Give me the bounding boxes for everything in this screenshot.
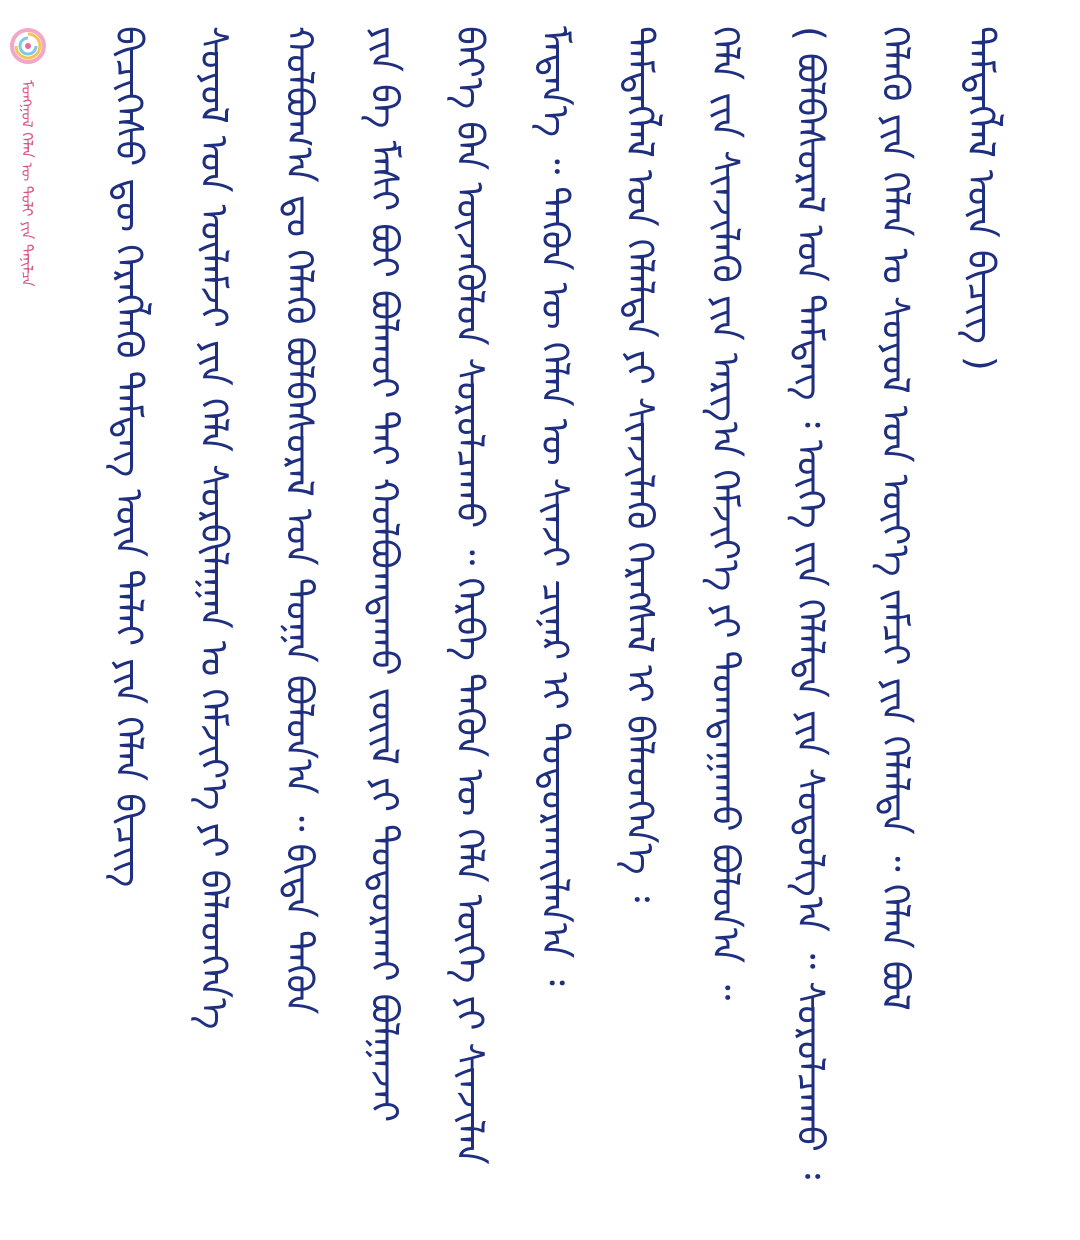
text-column: ᠰᠣᠶᠣᠯ ᠤᠨ ᠦᠯᠡᠮᠵᠢ ᠶᠢᠨ ᠬᠡᠯᠡ ᠰᠣᠷᠪᠢᠯᠠᠭᠠᠨ ᠤ ᠬᠡᠮᠵᠢᠶ᠎ᠡ ᠶᠢ ᠪᠡᠯᠡᠳᠬᠡᠨ᠎ᠡ [192, 26, 237, 1030]
text-column: ᠶᠢᠨ ᠪᠠ ᠮᠠᠰᠢ ᠪᠤᠢ ᠪᠣᠯᠬᠣᠢ ᠲᠠᠢ ᠬᠣᠯᠪᠣᠭᠳᠠᠬᠤ ᠵᠦᠢᠯ ᠶᠢ ᠲᠣᠳᠤᠷᠬᠠᠢ ᠪᠣᠯᠭᠠᠵᠠᠢ [362, 26, 407, 1123]
spiral-logo-icon [8, 26, 48, 66]
source-watermark: ᠮᠣᠩᠭᠣᠯ ᠬᠡᠯᠡᠨ ᠦ ᠲᠣᠯᠢ ᠶᠢᠨ ᠲᠠᠨᠢᠯᠴᠠ [18, 80, 36, 287]
text-column: ᠪᠢᠴᠢᠭᠡᠰᠦ ᠳᠦ ᠬᠡᠷᠡᠭᠯᠡᠬᠦ ᠲᠡᠮᠳᠡᠭ ᠦᠨ ᠳᠠᠯᠠᠢ ᠶᠢᠨ ᠬᠡᠯᠡᠨ ᠪᠢᠴᠢᠭ [107, 26, 151, 888]
text-column: ( ᠪᠣᠯᠪᠠᠰᠤᠷᠠᠯ ᠤᠨ ᠲᠡᠮᠳᠡᠭ ᠄ ᠦᠭᠡ ᠵᠢᠨ ᠬᠡᠯᠡᠯᠲᠡ ᠶᠢᠨ ᠰᠤᠳᠤᠯᠭ᠎ᠠ ᠃ ᠰᠤᠷᠤᠯᠴᠠᠬᠤ ᠄ [788, 26, 833, 1180]
spiral-logo-graphic [8, 26, 48, 66]
text-column: ᠬᠡᠯᠡᠬᠦ ᠶᠢᠨ ᠬᠡᠯᠡᠨ ᠤ ᠰᠣᠶᠣᠯ ᠤᠨ ᠦᠶ᠎ᠡ ᠵᠠᠮᠴᠢ ᠶᠢᠨ ᠬᠡᠯᠡᠯᠲᠡ ᠃ ᠬᠡᠯᠡᠨ ᠪᠣᠯ [873, 26, 918, 1011]
text-column: ᠬᠡᠯᠡ ᠵᠢᠨ ᠰᠢᠨᠵᠢᠯᠡᠬᠦ ᠶᠢᠨ ᠠᠷᠭ᠎ᠠ ᠬᠡᠮᠵᠢᠶ᠎ᠡ ᠶᠢ ᠲᠣᠭᠲᠠᠭᠠᠬᠤ ᠪᠣᠯᠤᠨ᠎ᠠ ᠃ [703, 26, 748, 1001]
text-body [107, 26, 1003, 1226]
text-column: ᠲᠡᠮᠳᠡᠭᠯᠡᠯ ᠦᠨ ᠪᠢᠴᠢᠭ ) [958, 26, 1003, 371]
text-column: ᠪᠡᠶ᠎ᠡ ᠪᠡᠨ ᠦᠵᠡᠭᠦᠯᠦᠨ ᠰᠤᠷᠤᠯᠴᠠᠬᠤ ᠃ ᠬᠡᠷᠪᠡ ᠲᠡᠭᠦᠨ ᠦ ᠬᠡᠯᠡ ᠦᠭᠡ ᠶᠢ ᠰᠢᠨᠵᠢᠯᠡᠨ [447, 26, 492, 1165]
text-column: ᠬᠣᠯᠪᠣᠭ᠎ᠠ ᠳᠤ ᠬᠡᠯᠡᠬᠦ ᠪᠣᠯᠪᠠᠰᠤᠷᠠᠯ ᠤᠨ ᠲᠣᠭᠠ ᠪᠣᠯᠤᠨ᠎ᠠ ᠃ ᠪᠢᠳᠡ ᠲᠡᠭᠦᠨ [277, 26, 322, 1015]
text-column: ᠮᠡᠳᠡᠨ᠎ᠡ ᠃ ᠲᠡᠭᠦᠨ ᠦ ᠬᠡᠯᠡᠨ ᠦ ᠰᠢᠨᠵᠢ ᠴᠢᠨᠠᠷ ᠢ ᠲᠣᠳᠤᠷᠬᠠᠢᠯᠠᠨ᠎ᠠ ᠄ [532, 26, 577, 986]
text-column: ᠲᠡᠮᠳᠡᠭᠯᠡᠯ ᠤᠨ ᠬᠡᠯᠡᠯᠲᠡ ᠶᠢ ᠰᠢᠨᠵᠢᠯᠡᠬᠦ ᠬᠡᠷᠡᠭᠰᠡᠯ ᠢ ᠪᠡᠯᠡᠳᠬᠡᠨ᠎ᠡ ᠄ [618, 26, 663, 903]
